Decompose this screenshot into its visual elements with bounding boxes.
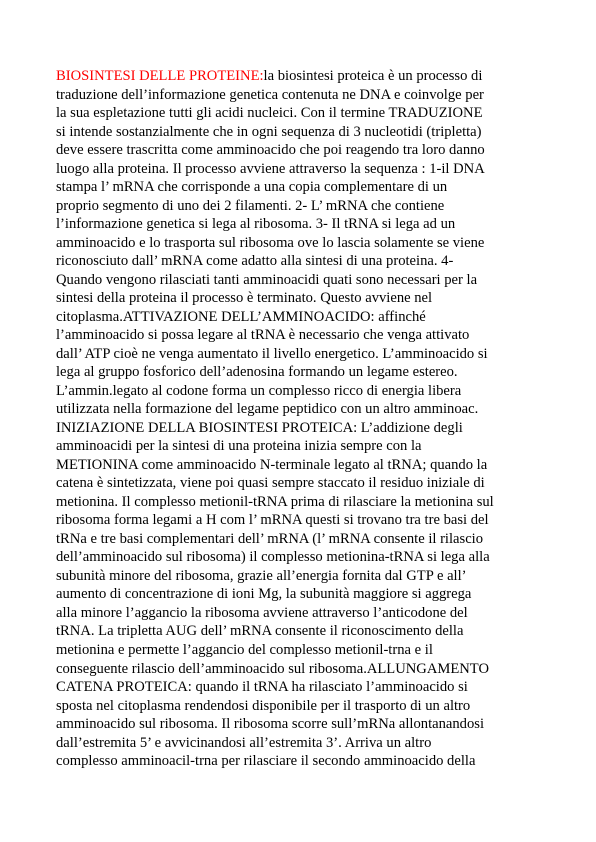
text-line [56, 67, 544, 86]
text-line: INIZIAZIONE DELLA BIOSINTESI PROTEICA: L’addizione degli [56, 419, 463, 436]
text-line: riconosciuto dall’ mRNA come adatto alla sintesi di una proteina. 4- [56, 253, 454, 270]
text-line: dall’ ATP cioè ne venga aumentato il livello energetico. L’amminoacido si [56, 345, 488, 362]
text-line: metionina. Il complesso metionil-tRNA prima di rilasciare la metionina sul [56, 493, 494, 510]
text-line: sintesi della proteina il processo è terminato. Questo avviene nel [56, 290, 433, 307]
text-line: tRNA. La tripletta AUG dell’ mRNA consente il riconoscimento della [56, 623, 464, 640]
text-line: tRNa e tre basi complementari dell’ mRNA (l’ mRNA consente il rilascio [56, 530, 484, 547]
text-line: complesso amminoacil-trna per rilasciare il secondo amminoacido della [56, 753, 476, 770]
text-line: proprio segmento di uno dei 2 filamenti. 2- L’ mRNA che contiene [56, 197, 445, 214]
text-line: la sua espletazione tutti gli acidi nucleici. Con il termine TRADUZIONE [56, 105, 483, 122]
text-line: l’informazione genetica si lega al ribosoma. 3- Il tRNA si lega ad un [56, 216, 456, 233]
text-line: utilizzata nella formazione del legame peptidico con un altro amminoac. [56, 401, 479, 418]
text-line: subunità minore del ribosoma, grazie all’energia fornita dal GTP e all’ [56, 567, 467, 584]
text-line: luogo alla proteina. Il processo avviene attraverso la sequenza : 1-il DNA [56, 160, 485, 177]
text-line: stampa l’ mRNA che corrisponde a una copia complementare di un [56, 179, 448, 196]
text-line: catena è sintetizzata, viene poi quasi sempre staccato il residuo iniziale di [56, 475, 485, 492]
text-line: amminoacidi per la sintesi di una proteina inizia sempre con la [56, 438, 422, 455]
text-line: conseguente rilascio dell’amminoacido sul ribosoma.ALLUNGAMENTO [56, 660, 489, 677]
text-line: CATENA PROTEICA: quando il tRNA ha rilasciato l’amminoacido si [56, 679, 468, 696]
text-line: L’ammin.legato al codone forma un complesso ricco di energia libera [56, 382, 462, 399]
text-line: dall’estremita 5’ e avvicinandosi all’estremita 3’. Arriva un altro [56, 734, 432, 751]
text-line: aumento di concentrazione di ioni Mg, la subunità maggiore si aggrega [56, 586, 472, 603]
text-line: amminoacido sul ribosoma. Il ribosoma scorre sull’mRNa allontanandosi [56, 716, 485, 733]
text-line: ribosoma forma legami a H com l’ mRNA questi si trovano tra tre basi del [56, 512, 489, 529]
text-line: dell’amminoacido sul ribosoma) il complesso metionina-tRNA si lega alla [56, 549, 490, 566]
text-line: si intende sostanzialmente che in ogni sequenza di 3 nucleotidi (tripletta) [56, 123, 482, 140]
text-line: citoplasma.ATTIVAZIONE DELL’AMMINOACIDO: affinché [56, 308, 426, 325]
text-line-content: la biosintesi proteica è un processo di [263, 68, 483, 84]
text-line: Quando vengono rilasciati tanti amminoacidi quati sono necessari per la [56, 271, 478, 288]
text-line: traduzione dell’informazione genetica contenuta ne DNA e coinvolge per [56, 86, 484, 103]
text-line: amminoacido e lo trasporta sul ribosoma ove lo lascia solamente se viene [56, 234, 485, 251]
text-line: metionina e permette l’aggancio del complesso metionil-trna e il [56, 641, 433, 658]
text-line: alla minore l’aggancio la ribosoma avviene attraverso l’anticodone del [56, 604, 468, 621]
document-heading: BIOSINTESI DELLE PROTEINE: [56, 68, 264, 84]
text-line: deve essere trascritta come amminoacido che poi reagendo tra loro danno [56, 142, 485, 159]
text-line: lega al gruppo fosforico dell’adenosina formando un legame estereo. [56, 364, 458, 381]
text-line: l’amminoacido si possa legare al tRNA è necessario che venga attivato [56, 327, 470, 344]
text-line: METIONINA come amminoacido N-terminale legato al tRNA; quando la [56, 456, 488, 473]
document-page [56, 67, 544, 771]
text-line: sposta nel citoplasma rendendosi disponibile per il trasporto di un altro [56, 697, 471, 714]
